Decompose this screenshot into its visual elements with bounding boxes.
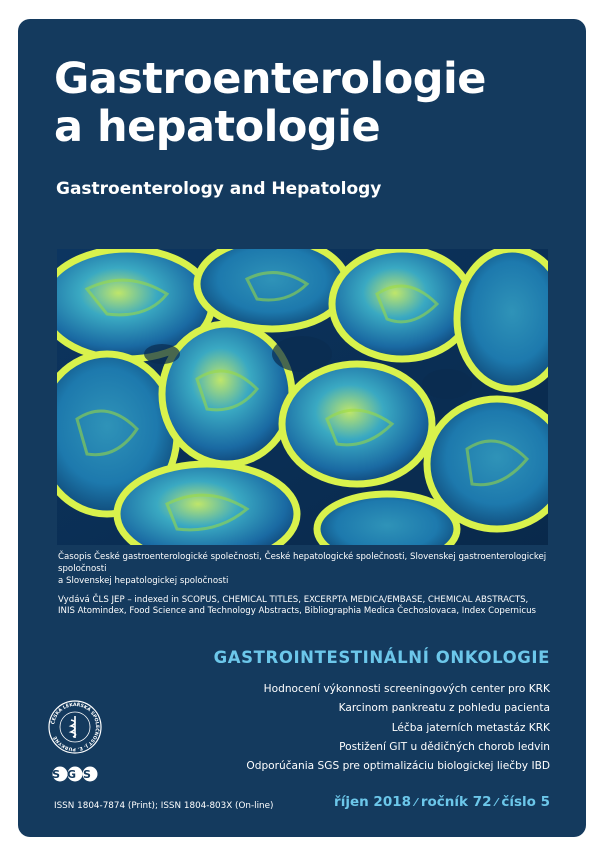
indexing-info [58, 595, 558, 619]
journal-subtitle: Gastroenterology and Hepatology [56, 179, 382, 199]
section-title: GASTROINTESTINÁLNÍ ONKOLOGIE [213, 648, 550, 667]
article-title: Léčba jaterních metastáz KRK [391, 721, 550, 734]
publisher-societies [58, 552, 558, 588]
journal-title-line-1: Gastroenterologie [54, 54, 486, 104]
journal-description [58, 552, 558, 618]
indexing-line-2: INIS Atomindex, Food Science and Technology Abstracts, Bibliographia Medica Čechoslovaca, Index Copernicus [58, 606, 537, 617]
issue-info [334, 794, 550, 810]
article-list [190, 680, 550, 776]
journal-title [54, 55, 486, 151]
sgs-logo-text: SGS [52, 768, 98, 781]
journal-cover [18, 19, 586, 837]
article-title: Hodnocení výkonnosti screeningových center pro KRK [263, 683, 550, 695]
issn: ISSN 1804-7874 (Print); ISSN 1804-803X (On-line) [54, 801, 274, 811]
article-title: Postižení GIT u dědičných chorob ledvin [339, 740, 550, 753]
microscopy-photo-icon [57, 249, 548, 545]
issue-separator: ⁄ [415, 796, 417, 809]
cover-photo [57, 249, 548, 545]
article-title: Karcinom pankreatu z pohledu pacienta [338, 702, 550, 715]
journal-title-line-2: a hepatologie [54, 102, 381, 153]
cls-jep-seal-icon [47, 699, 103, 755]
seal-text: ČESKÁ LÉKAŘSKÁ SPOLEČNOST J. E. PURKYNĚ [51, 702, 100, 752]
staff-of-asclepius-icon [71, 716, 76, 738]
societies-line-1: Časopis České gastroenterologické společnosti, České hepatologické společnosti, Slovenskej gastroenterologickej spoločnosti [58, 552, 547, 574]
issue-separator: ⁄ [495, 796, 498, 809]
issue-number: číslo 5 [501, 794, 550, 810]
issue-volume: ročník 72 [420, 794, 492, 810]
societies-line-2: a Slovenskej hepatologickej spoločnosti [58, 575, 229, 586]
indexing-line-1: Vydává ČLS JEP – indexed in SCOPUS, CHEMICAL TITLES, EXCERPTA MEDICA/EMBASE, CHEMICAL ABSTRACTS, [58, 594, 529, 605]
sgs-logo-icon [52, 763, 98, 785]
article-title: Odporúčania SGS pre optimalizáciu biologickej liečby IBD [246, 760, 550, 773]
issue-date: říjen 2018 [334, 794, 411, 810]
